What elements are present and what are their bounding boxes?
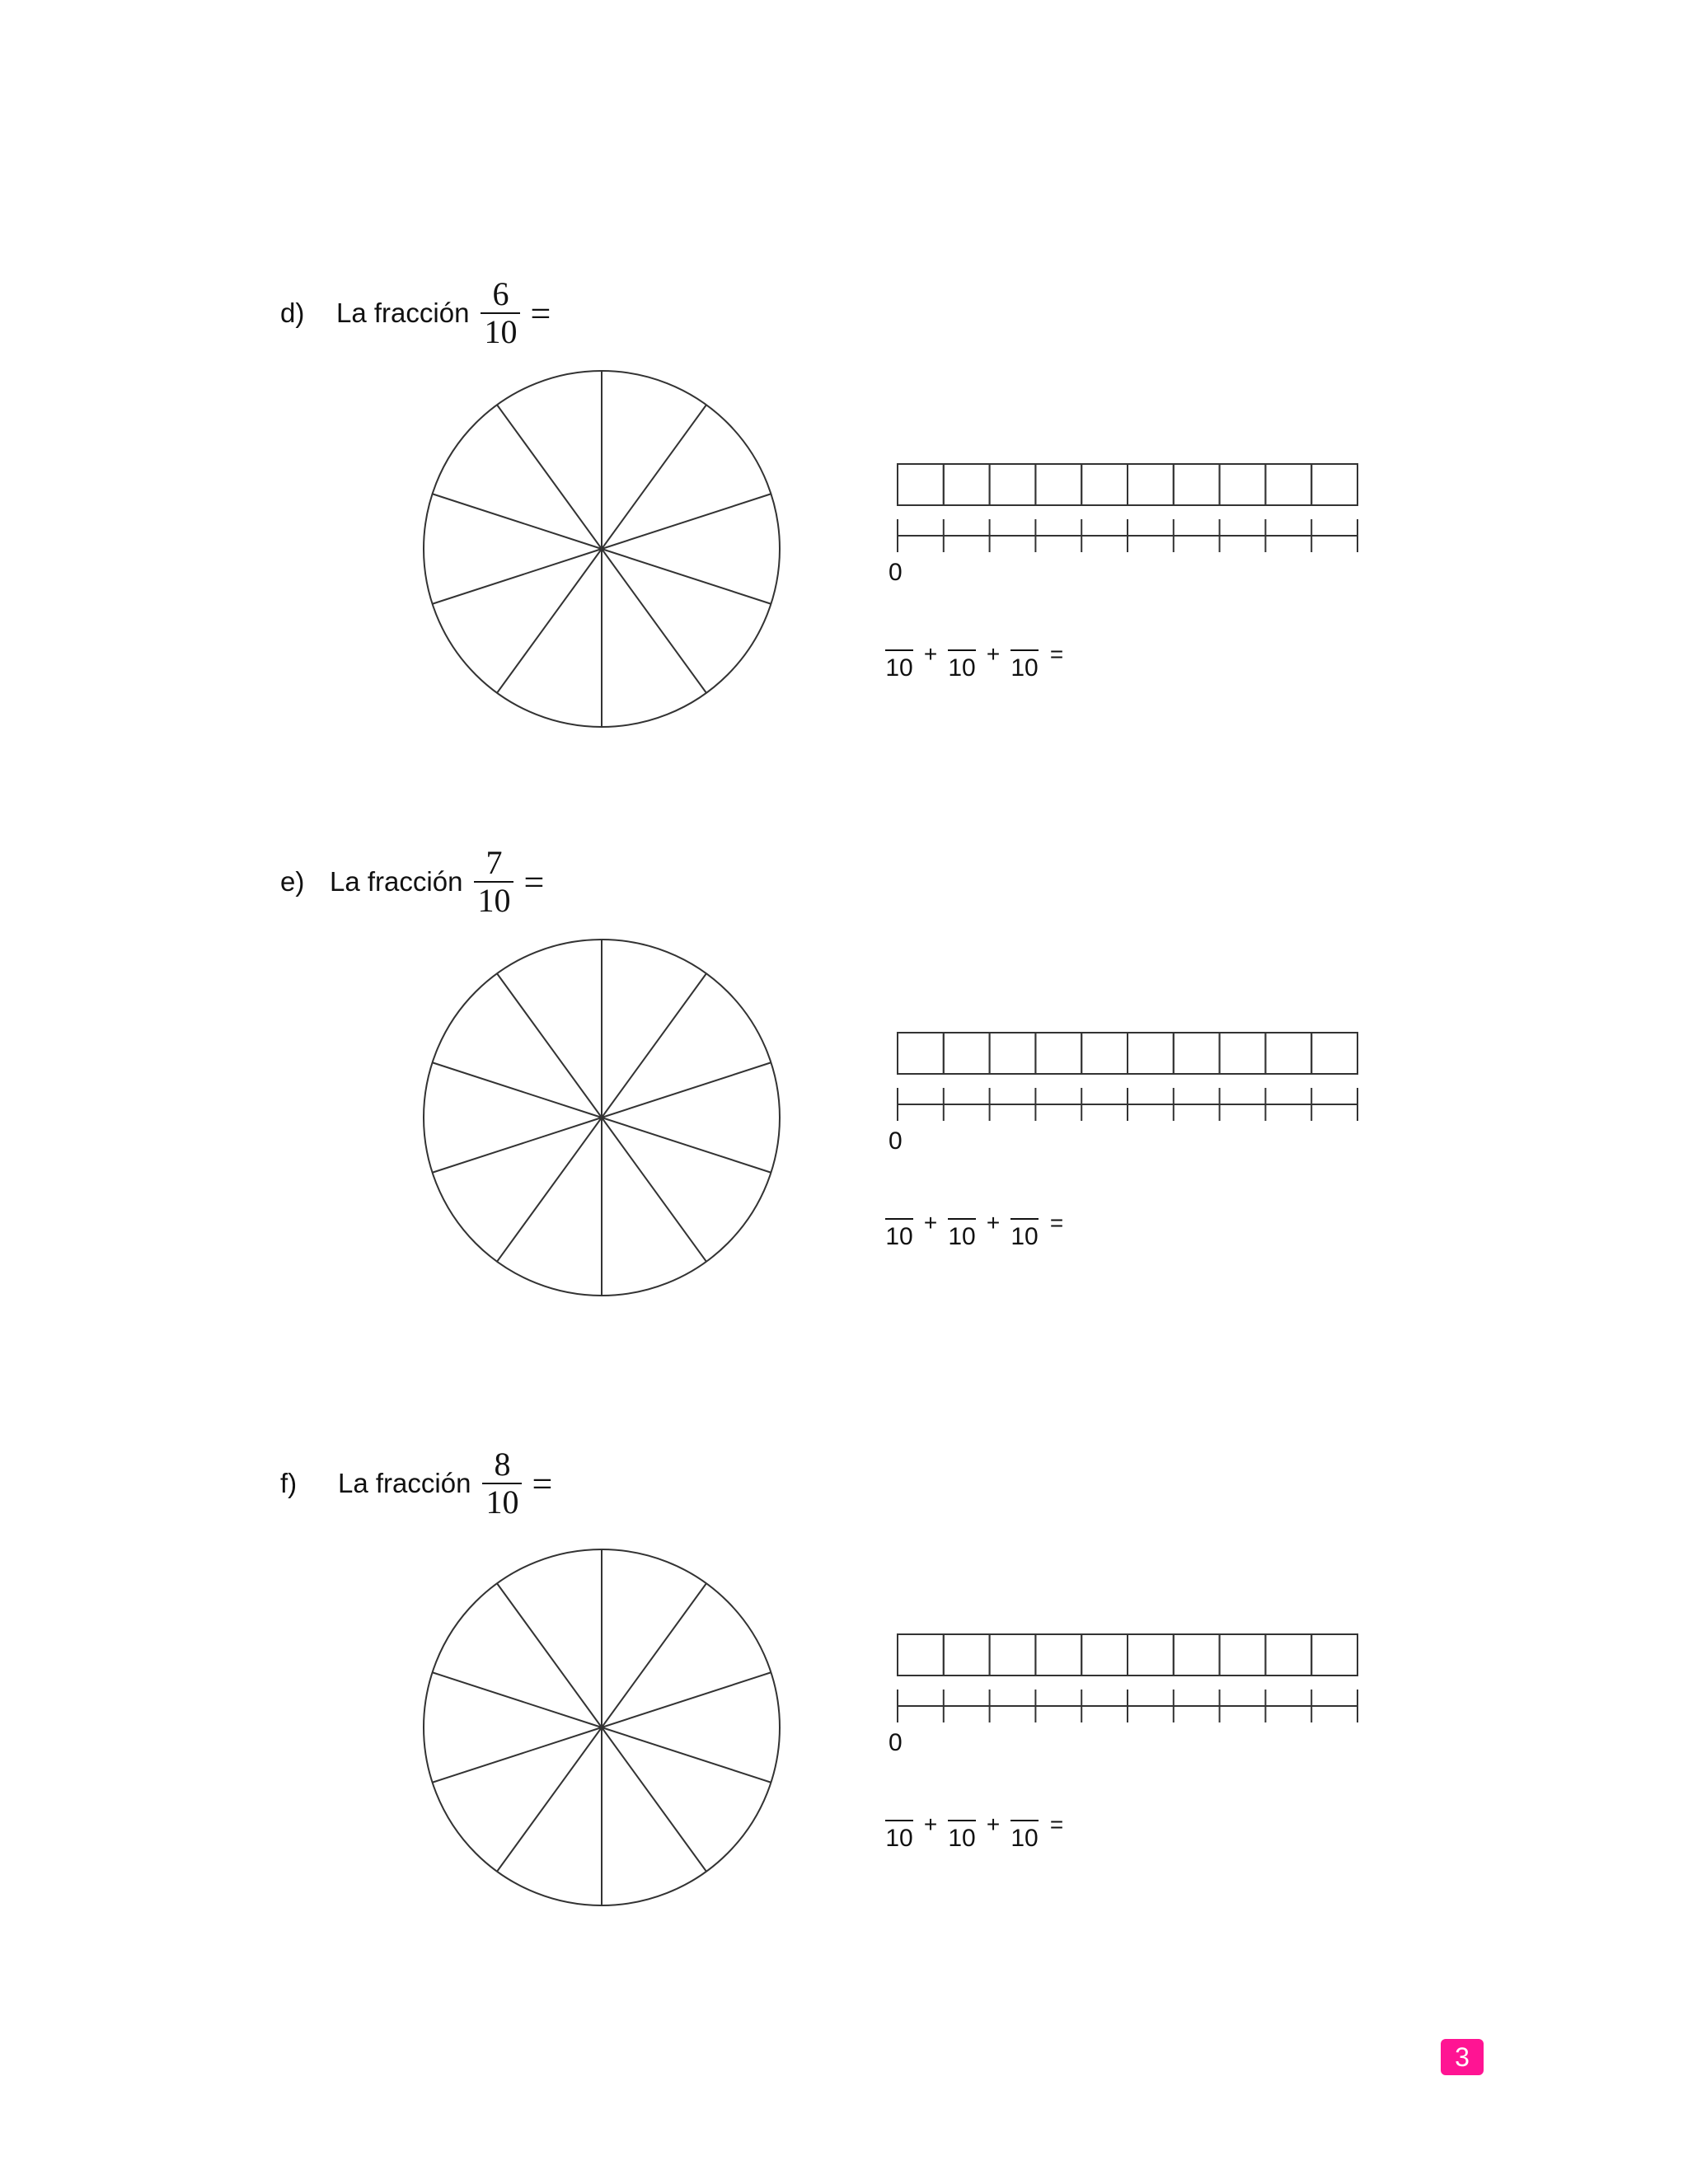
blank-numerator[interactable] xyxy=(885,649,913,651)
blank-numerator[interactable] xyxy=(885,1218,913,1220)
fraction-strip[interactable] xyxy=(897,463,1358,506)
strip-cell xyxy=(1081,464,1128,505)
fraction-denominator: 10 xyxy=(484,313,518,350)
strip-cell xyxy=(898,1033,944,1074)
exercise-heading xyxy=(280,832,544,931)
sector-divider xyxy=(602,1118,706,1262)
exercise-phrase: La fracción xyxy=(330,866,463,897)
sum-term[interactable] xyxy=(882,649,917,681)
fraction-strip[interactable] xyxy=(897,1032,1358,1075)
exercise-phrase: La fracción xyxy=(336,298,470,328)
blank-numerator[interactable] xyxy=(1010,649,1039,651)
exercise-heading xyxy=(280,1434,552,1533)
sector-divider xyxy=(602,1062,771,1118)
fraction-circle[interactable] xyxy=(420,368,783,730)
fraction-denominator: 10 xyxy=(477,882,511,919)
strip-cell xyxy=(990,1033,1036,1074)
sum-term[interactable] xyxy=(1007,649,1042,681)
fraction-numerator: 8 xyxy=(494,1446,511,1483)
blank-numerator[interactable] xyxy=(948,1820,976,1821)
sector-divider xyxy=(602,973,706,1118)
sector-divider xyxy=(602,1727,706,1872)
blank-numerator[interactable] xyxy=(948,1218,976,1220)
fraction xyxy=(481,276,520,350)
equals-sign: = xyxy=(523,861,545,902)
sector-divider xyxy=(433,1727,602,1783)
blank-numerator[interactable] xyxy=(948,649,976,651)
strip-cell xyxy=(1311,1033,1357,1074)
fraction-sum xyxy=(882,641,1071,682)
strip-cell xyxy=(1220,1634,1266,1675)
sector-divider xyxy=(497,973,602,1118)
strip-cell xyxy=(1174,464,1220,505)
plus-sign: + xyxy=(923,641,938,667)
sector-divider xyxy=(602,1727,771,1783)
sector-divider xyxy=(497,1583,602,1727)
fraction-numerator: 7 xyxy=(485,844,503,881)
sum-term[interactable] xyxy=(882,1820,917,1851)
sum-term-denominator: 10 xyxy=(885,1825,913,1852)
sector-divider xyxy=(602,494,771,549)
sum-equals-sign: = xyxy=(1049,1210,1064,1235)
equals-sign: = xyxy=(530,293,551,334)
sum-term-denominator: 10 xyxy=(1010,1223,1039,1250)
sector-divider xyxy=(602,549,706,693)
strip-cell xyxy=(1265,464,1311,505)
equals-sign: = xyxy=(532,1463,553,1504)
sector-divider xyxy=(433,1062,602,1118)
strip-cell xyxy=(990,1634,1036,1675)
fraction-circle[interactable] xyxy=(420,936,783,1299)
sum-term[interactable] xyxy=(945,1218,979,1249)
strip-cell xyxy=(1220,464,1266,505)
strip-cell xyxy=(1035,464,1081,505)
strip-cell xyxy=(1220,1033,1266,1074)
fraction-denominator: 10 xyxy=(485,1483,519,1521)
sector-divider xyxy=(433,1118,602,1173)
strip-cell xyxy=(1128,1634,1174,1675)
sector-divider xyxy=(497,1118,602,1262)
strip-cell xyxy=(1311,1634,1357,1675)
number-line-start-label: 0 xyxy=(889,1127,903,1155)
strip-cell xyxy=(898,1634,944,1675)
sum-term-denominator: 10 xyxy=(885,654,913,682)
strip-cell xyxy=(944,1033,990,1074)
sum-equals-sign: = xyxy=(1049,1811,1064,1837)
exercise-letter: d) xyxy=(280,298,305,328)
fraction-strip[interactable] xyxy=(897,1633,1358,1676)
sector-divider xyxy=(433,1672,602,1727)
strip-cell xyxy=(1128,464,1174,505)
sum-term-denominator: 10 xyxy=(1010,654,1039,682)
sum-term-denominator: 10 xyxy=(885,1223,913,1250)
strip-cell xyxy=(1035,1634,1081,1675)
sum-term-denominator: 10 xyxy=(948,1223,976,1250)
exercise-e xyxy=(0,816,1688,1393)
blank-numerator[interactable] xyxy=(1010,1218,1039,1220)
strip-cell xyxy=(1265,1033,1311,1074)
exercise-phrase: La fracción xyxy=(338,1468,471,1498)
strip-cell xyxy=(1128,1033,1174,1074)
plus-sign: + xyxy=(986,641,1001,667)
strip-cell xyxy=(1265,1634,1311,1675)
sector-divider xyxy=(497,405,602,549)
sector-divider xyxy=(497,1727,602,1872)
sum-term-denominator: 10 xyxy=(948,654,976,682)
sector-divider xyxy=(433,494,602,549)
sector-divider xyxy=(497,549,602,693)
exercise-letter: f) xyxy=(280,1468,298,1498)
sector-divider xyxy=(602,549,771,604)
sum-term[interactable] xyxy=(882,1218,917,1249)
strip-cell xyxy=(1174,1033,1220,1074)
plus-sign: + xyxy=(923,1811,938,1837)
blank-numerator[interactable] xyxy=(1010,1820,1039,1821)
page-number-badge: 3 xyxy=(1441,2039,1484,2075)
strip-cell xyxy=(1311,464,1357,505)
sector-divider xyxy=(433,549,602,604)
sector-divider xyxy=(602,405,706,549)
strip-cell xyxy=(898,464,944,505)
sum-term[interactable] xyxy=(945,649,979,681)
strip-cell xyxy=(944,1634,990,1675)
number-line[interactable] xyxy=(897,1085,1358,1124)
number-line-start-label: 0 xyxy=(889,559,903,586)
sum-term-denominator: 10 xyxy=(1010,1825,1039,1852)
sector-divider xyxy=(602,1118,771,1173)
sum-term[interactable] xyxy=(945,1820,979,1851)
fraction-sum xyxy=(882,1210,1071,1250)
sector-divider xyxy=(602,1583,706,1727)
strip-cell xyxy=(1174,1634,1220,1675)
number-line[interactable] xyxy=(897,1686,1358,1726)
number-line[interactable] xyxy=(897,516,1358,555)
blank-numerator[interactable] xyxy=(885,1820,913,1821)
fraction-circle[interactable] xyxy=(420,1546,783,1909)
plus-sign: + xyxy=(986,1210,1001,1235)
strip-cell xyxy=(1035,1033,1081,1074)
strip-cell xyxy=(990,464,1036,505)
strip-cell xyxy=(1081,1634,1128,1675)
exercise-heading xyxy=(280,264,551,363)
sum-term[interactable] xyxy=(1007,1820,1042,1851)
exercise-letter: e) xyxy=(280,866,305,897)
sector-divider xyxy=(602,1672,771,1727)
exercise-d xyxy=(0,247,1688,824)
fraction-sum xyxy=(882,1811,1071,1852)
exercise-f xyxy=(0,1418,1688,1994)
number-line-start-label: 0 xyxy=(889,1729,903,1756)
fraction xyxy=(482,1446,522,1521)
fraction xyxy=(474,845,513,919)
plus-sign: + xyxy=(986,1811,1001,1837)
plus-sign: + xyxy=(923,1210,938,1235)
sum-equals-sign: = xyxy=(1049,641,1064,667)
strip-cell xyxy=(944,464,990,505)
strip-cell xyxy=(1081,1033,1128,1074)
fraction-numerator: 6 xyxy=(492,275,509,312)
sum-term[interactable] xyxy=(1007,1218,1042,1249)
sum-term-denominator: 10 xyxy=(948,1825,976,1852)
